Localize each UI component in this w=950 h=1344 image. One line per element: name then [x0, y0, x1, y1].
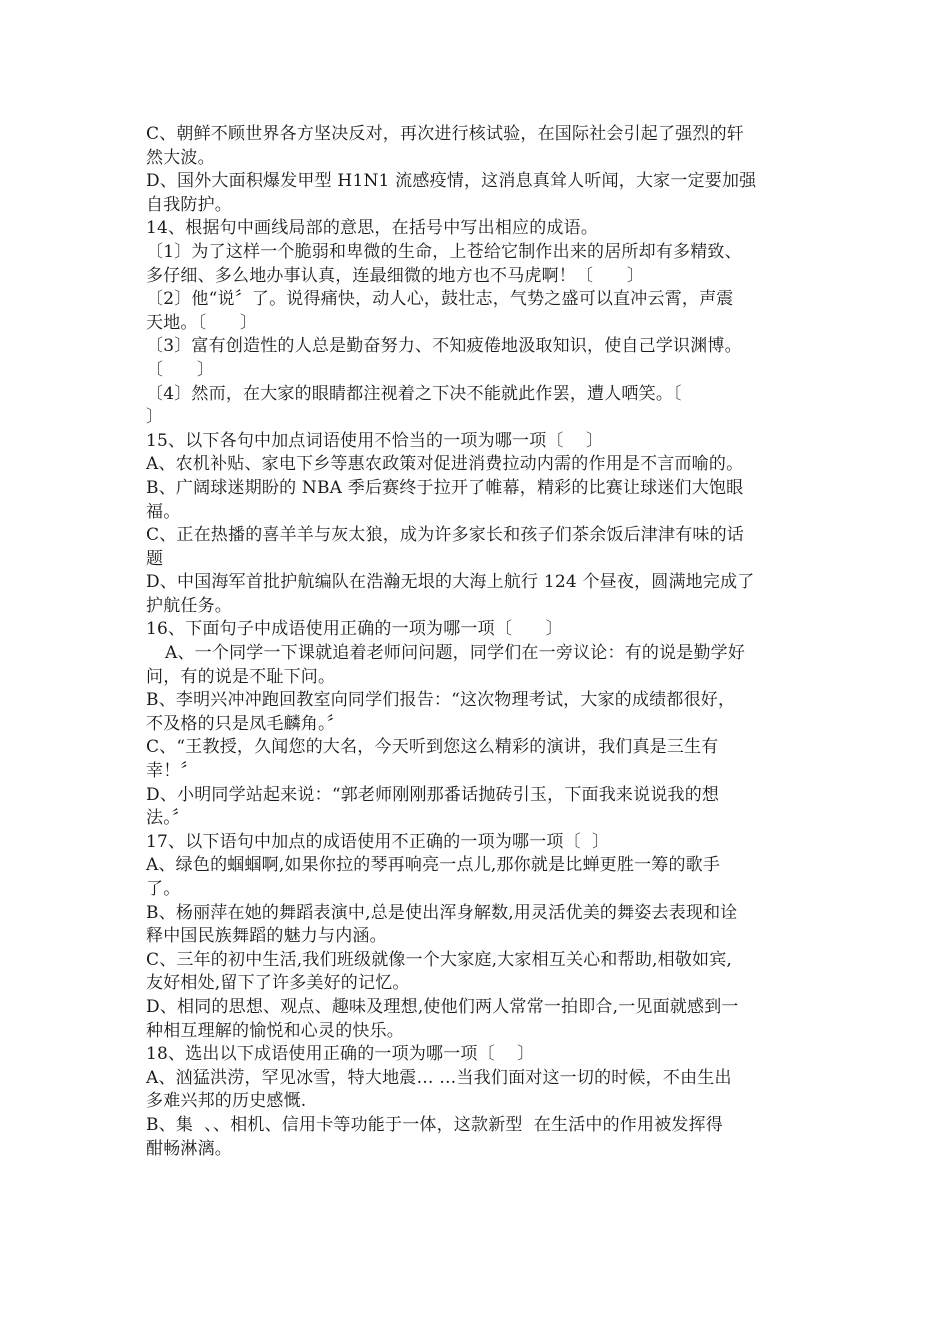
q17-option-c-line1: C、三年的初中生活,我们班级就像一个大家庭,大家相互关心和帮助,相敬如宾, — [146, 949, 733, 970]
q14-item4-line1: 〔4〕然而，在大家的眼睛都注视着之下决不能就此作罢，遭人哂笑。〔 — [146, 383, 682, 404]
document-body — [146, 123, 810, 1161]
q17-option-b-line1: B、杨丽萍在她的舞蹈表演中,总是使出浑身解数,用灵活优美的舞姿去表现和诠 — [146, 902, 738, 923]
q16-option-a-line2: 问，有的说是不耻下问。 — [146, 666, 336, 687]
q14-item1-line2: 多仔细、多么地办事认真，连最细微的地方也不马虎啊！〔 〕 — [146, 265, 645, 286]
q15-option-d-line1: D、中国海军首批护航编队在浩瀚无垠的大海上航行 124 个昼夜，圆满地完成了 — [146, 572, 755, 593]
q17-option-d-line1: D、相同的思想、观点、趣味及理想,使他们两人常常一拍即合,一见面就感到一 — [146, 996, 739, 1017]
q16-option-b-line2: 不及格的只是凤毛麟角。〞 — [146, 713, 344, 734]
q14-item4-line2: 〕 — [146, 407, 164, 428]
q17-option-d-line2: 种相互理解的愉悦和心灵的快乐。 — [146, 1020, 404, 1041]
q16-title: 16、下面句子中成语使用正确的一项为哪一项〔 〕 — [146, 619, 563, 640]
q16-option-b-line1: B、李明兴冲冲跑回教室向同学们报告：“这次物理考试，大家的成绩都很好， — [146, 690, 736, 711]
q16-option-c-line1: C、“王教授，久闻您的大名，今天听到您这么精彩的演讲，我们真是三生有 — [146, 737, 719, 758]
q17-option-c-line2: 友好相处,留下了许多美好的记忆。 — [146, 973, 410, 994]
q15-option-a: A、农机补贴、家电下乡等惠农政策对促进消费拉动内需的作用是不言而喻的。 — [146, 454, 744, 475]
q18-option-b-line2: 酣畅淋漓。 — [146, 1138, 232, 1159]
q14-item1-line1: 〔1〕为了这样一个脆弱和卑微的生命，上苍给它制作出来的居所却有多精致、 — [146, 241, 742, 262]
q17-option-b-line2: 释中国民族舞蹈的魅力与内涵。 — [146, 926, 387, 947]
q14-item3-line2: 〔 〕 — [146, 359, 215, 380]
q18-option-a-line2: 多难兴邦的历史感慨. — [146, 1091, 307, 1112]
q15-title: 15、以下各句中加点词语使用不恰当的一项为哪一项〔 〕 — [146, 430, 604, 451]
q14-item2-line2: 天地。〔 〕 — [146, 312, 258, 333]
q18-option-a-line1: A、汹猛洪涝，罕见冰雪，特大地震… …当我们面对这一切的时候，不由生出 — [146, 1067, 732, 1088]
q17-option-a-line2: 了。 — [146, 879, 181, 899]
q15-option-d-line2: 护航任务。 — [146, 595, 232, 616]
q15-option-b-line1: B、广阔球迷期盼的 NBA 季后赛终于拉开了帷幕，精彩的比赛让球迷们大饱眼 — [146, 477, 744, 498]
q15-option-b-line2: 福。 — [146, 501, 181, 522]
q13-option-d-line2: 自我防护。 — [146, 194, 232, 215]
q15-option-c-line1: C、正在热播的喜羊羊与灰太狼，成为许多家长和孩子们茶余饭后津津有味的话 — [146, 525, 745, 546]
q13-option-c-line1: C、朝鲜不顾世界各方坚决反对，再次进行核试验，在国际社会引起了强烈的轩 — [146, 124, 745, 144]
q13-option-c-line2: 然大波。 — [146, 147, 215, 168]
q14-item2-line1: 〔2〕他“说〞了。说得痛快，动人心，鼓壮志，气势之盛可以直冲云霄，声震 — [146, 289, 734, 310]
q14-item3-line1: 〔3〕富有创造性的人总是勤奋努力、不知疲倦地汲取知识，使自己学识渊博。 — [146, 336, 742, 357]
q13-option-d-line1: D、国外大面积爆发甲型 H1N1 流感疫情，这消息真耸人听闻，大家一定要加强 — [146, 171, 757, 192]
q14-title: 14、根据句中画线局部的意思，在括号中写出相应的成语。 — [146, 218, 599, 239]
q18-title: 18、选出以下成语使用正确的一项为哪一项〔 〕 — [146, 1044, 535, 1065]
q16-option-a-line1: A、一个同学一下课就追着老师问问题，同学们在一旁议论：有的说是勤学好 — [165, 643, 746, 664]
q17-option-a-line1: A、绿色的蝈蝈啊,如果你拉的琴再响亮一点儿,那你就是比蝉更胜一筹的歌手 — [146, 855, 721, 876]
q15-option-c-line2: 题 — [146, 548, 164, 569]
q16-option-c-line2: 幸！〞 — [146, 761, 198, 782]
q17-title: 17、以下语句中加点的成语使用不正确的一项为哪一项〔 〕 — [146, 831, 610, 852]
q16-option-d-line2: 法。〞 — [146, 808, 190, 829]
q18-option-b-line1: B、集 、、相机、信用卡等功能于一体，这款新型 在生活中的作用被发挥得 — [146, 1114, 724, 1135]
q16-option-d-line1: D、小明同学站起来说：“郭老师刚刚那番话抛砖引玉，下面我来说说我的想 — [146, 784, 720, 805]
